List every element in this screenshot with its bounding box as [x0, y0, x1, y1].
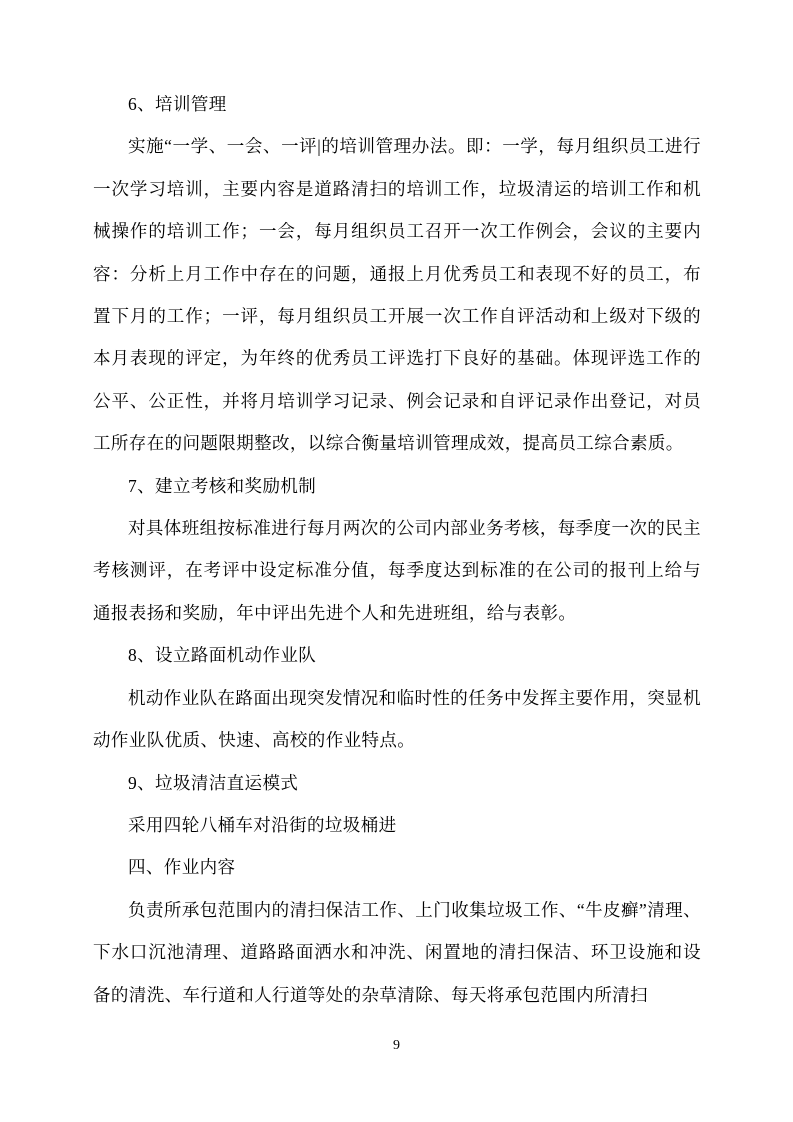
section-heading-7: 7、建立考核和奖励机制 — [128, 475, 317, 496]
section-heading-6: 6、培训管理 — [128, 94, 227, 114]
section-heading-work-content: 四、作业内容 — [128, 857, 236, 878]
paragraph-assessment-reward: 对具体班组按标准进行每月两次的公司内部业务考核，每季度一次的民主考核测评，在考评中设定标准分值，每季度达到标准的在公司的报刊上给与通报表扬和奖励，年中评出先进个人和先进班组，给与表彰。 — [93, 518, 701, 623]
paragraph-work-content: 负责所承包范围内的清扫保洁工作、上门收集垃圾工作、“牛皮癣”清理、下水口沉池清理、道路路面洒水和冲洗、闲置地的清扫保洁、环卫设施和设备的清洗、车行道和人行道等处的杂草清除、每天将承包范围内所清扫 — [93, 899, 701, 1005]
page-number: 9 — [393, 1038, 400, 1053]
section-heading-8: 8、设立路面机动作业队 — [128, 645, 317, 666]
paragraph-direct-transport: 采用四轮八桶车对沿街的垃圾桶进 — [128, 814, 397, 835]
section-heading-9: 9、垃圾清洁直运模式 — [128, 772, 299, 793]
paragraph-training-management: 实施“一学、一会、一评|的培训管理办法。即：一学，每月组织员工进行一次学习培训，主要内容是道路清扫的培训工作，垃圾清运的培训工作和机械操作的培训工作；一会，每月组织员工召开一次工作例会，会议的主要内容：分析上月工作中存在的问题，通报上月优秀员工和表现不好的员工，布置下月的工作；一评，每月组织员工开展一次工作自评活动和上级对下级的本月表现的评定，为年终的优秀员工评选打下良好的基础。体现评选工作的公平、公正性，并将月培训学习记录、例会记录和自评记录作出登记，对员工所存在的问题限期整改，以综合衡量培训管理成效，提高员工综合素质。 — [93, 136, 701, 454]
document-content — [93, 83, 701, 1016]
paragraph-mobile-team: 机动作业队在路面出现突发情况和临时性的任务中发挥主要作用，突显机动作业队优质、快速、高校的作业特点。 — [93, 687, 701, 751]
